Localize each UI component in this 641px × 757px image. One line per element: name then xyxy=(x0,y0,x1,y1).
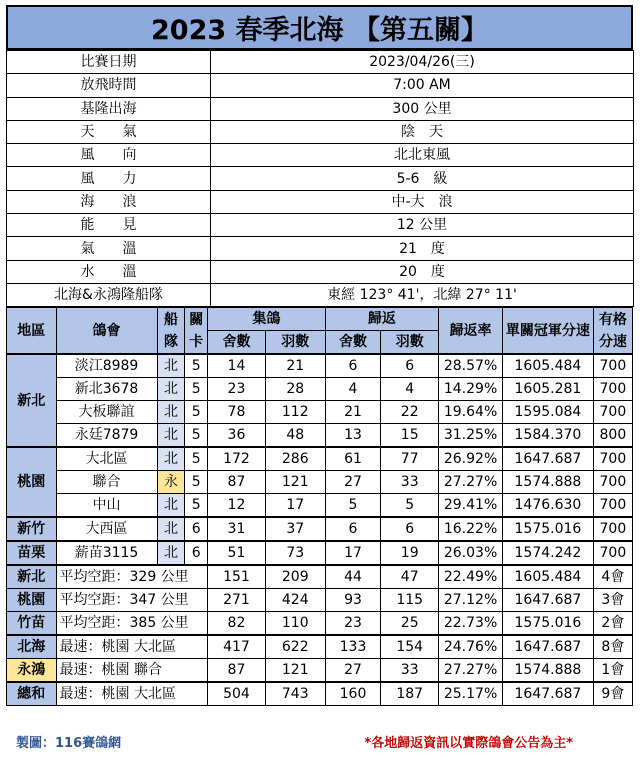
info-value: 21 度 xyxy=(211,237,634,260)
summary-champ: 1605.484 xyxy=(503,565,594,589)
champ-cell: 1575.016 xyxy=(503,517,594,541)
notice-text: *各地歸返資訊以實際鴿會公告為主* xyxy=(364,736,573,751)
gate-cell: 5 xyxy=(185,401,208,424)
qual-cell: 700 xyxy=(593,447,632,471)
rate-cell: 28.57% xyxy=(439,354,503,378)
summary-c-sheds: 151 xyxy=(208,565,266,589)
summary-row xyxy=(7,635,633,659)
region-cell: 新北 xyxy=(7,354,57,447)
rate-cell: 14.29% xyxy=(439,378,503,401)
summary-row xyxy=(7,682,633,706)
club-name: 薪苗3115 xyxy=(56,541,157,565)
summary-count: 2會 xyxy=(593,612,632,636)
summary-c-birds: 424 xyxy=(265,589,325,612)
summary-c-sheds: 82 xyxy=(208,612,266,636)
header-champ: 單關冠軍分速 xyxy=(503,308,594,355)
info-row xyxy=(7,190,634,213)
summary-region: 桃園 xyxy=(7,589,57,612)
club-row xyxy=(7,447,633,471)
gate-cell: 5 xyxy=(185,494,208,518)
c-birds-cell: 112 xyxy=(265,401,325,424)
info-label: 能 見 xyxy=(7,214,211,237)
summary-region: 永鴻 xyxy=(7,659,57,683)
qual-cell: 800 xyxy=(593,424,632,448)
summary-c-sheds: 417 xyxy=(208,635,266,659)
rate-cell: 26.03% xyxy=(439,541,503,565)
club-row xyxy=(7,424,633,448)
summary-champ: 1647.687 xyxy=(503,682,594,706)
summary-count: 1會 xyxy=(593,659,632,683)
gate-cell: 5 xyxy=(185,471,208,494)
summary-rate: 24.76% xyxy=(439,635,503,659)
c-birds-cell: 21 xyxy=(265,354,325,378)
gate-cell: 5 xyxy=(185,447,208,471)
club-row xyxy=(7,401,633,424)
rate-cell: 27.27% xyxy=(439,471,503,494)
summary-region: 總和 xyxy=(7,682,57,706)
info-value: 中-大 浪 xyxy=(211,190,634,213)
summary-r-birds: 47 xyxy=(381,565,439,589)
qual-cell: 700 xyxy=(593,517,632,541)
region-cell: 桃園 xyxy=(7,447,57,517)
summary-r-sheds: 27 xyxy=(325,659,381,683)
info-value: 300 公里 xyxy=(211,97,634,120)
gate-cell: 5 xyxy=(185,378,208,401)
qual-cell: 700 xyxy=(593,401,632,424)
summary-count: 8會 xyxy=(593,635,632,659)
info-label: 風 力 xyxy=(7,167,211,190)
info-row xyxy=(7,167,634,190)
info-row xyxy=(7,283,634,306)
r-sheds-cell: 13 xyxy=(325,424,381,448)
summary-note: 最速：桃園 大北區 xyxy=(56,635,208,659)
r-sheds-cell: 6 xyxy=(325,517,381,541)
header-qual: 有格分速 xyxy=(593,308,632,355)
rate-cell: 16.22% xyxy=(439,517,503,541)
club-name: 大北區 xyxy=(56,447,157,471)
info-label: 天 氣 xyxy=(7,120,211,143)
summary-c-sheds: 87 xyxy=(208,659,266,683)
summary-note: 平均空距：329 公里 xyxy=(56,565,208,589)
gate-cell: 5 xyxy=(185,354,208,378)
r-sheds-cell: 27 xyxy=(325,471,381,494)
summary-champ: 1575.016 xyxy=(503,612,594,636)
header-rate: 歸返率 xyxy=(439,308,503,355)
rate-cell: 31.25% xyxy=(439,424,503,448)
summary-region: 新北 xyxy=(7,565,57,589)
info-label: 風 向 xyxy=(7,144,211,167)
c-birds-cell: 121 xyxy=(265,471,325,494)
summary-r-sheds: 23 xyxy=(325,612,381,636)
summary-rate: 25.17% xyxy=(439,682,503,706)
header-boat: 船隊 xyxy=(157,308,185,355)
results-table xyxy=(6,307,633,706)
summary-row xyxy=(7,612,633,636)
info-value: 北北東風 xyxy=(211,144,634,167)
r-sheds-cell: 21 xyxy=(325,401,381,424)
info-label: 基隆出海 xyxy=(7,97,211,120)
r-birds-cell: 33 xyxy=(381,471,439,494)
champ-cell: 1476.630 xyxy=(503,494,594,518)
footer xyxy=(6,732,633,754)
boat-cell: 北 xyxy=(157,517,185,541)
info-value: 12 公里 xyxy=(211,214,634,237)
r-birds-cell: 15 xyxy=(381,424,439,448)
rate-cell: 29.41% xyxy=(439,494,503,518)
summary-r-birds: 187 xyxy=(381,682,439,706)
qual-cell: 700 xyxy=(593,494,632,518)
r-birds-cell: 22 xyxy=(381,401,439,424)
info-row xyxy=(7,237,634,260)
summary-rate: 22.73% xyxy=(439,612,503,636)
c-birds-cell: 37 xyxy=(265,517,325,541)
summary-r-birds: 115 xyxy=(381,589,439,612)
summary-champ: 1574.888 xyxy=(503,659,594,683)
info-label: 比賽日期 xyxy=(7,51,211,74)
club-row xyxy=(7,378,633,401)
header-returned: 歸返 xyxy=(325,308,438,331)
c-sheds-cell: 14 xyxy=(208,354,266,378)
summary-r-birds: 154 xyxy=(381,635,439,659)
r-sheds-cell: 61 xyxy=(325,447,381,471)
club-row xyxy=(7,354,633,378)
club-name: 大板聯誼 xyxy=(56,401,157,424)
summary-c-birds: 622 xyxy=(265,635,325,659)
summary-note: 平均空距：347 公里 xyxy=(56,589,208,612)
page-title: 2023 春季北海 【第五關】 xyxy=(6,5,633,50)
champ-cell: 1574.242 xyxy=(503,541,594,565)
summary-r-birds: 33 xyxy=(381,659,439,683)
summary-c-sheds: 504 xyxy=(208,682,266,706)
region-cell: 苗栗 xyxy=(7,541,57,565)
header-returned-birds: 羽數 xyxy=(381,331,439,355)
summary-count: 3會 xyxy=(593,589,632,612)
champ-cell: 1595.084 xyxy=(503,401,594,424)
r-sheds-cell: 4 xyxy=(325,378,381,401)
summary-region: 北海 xyxy=(7,635,57,659)
race-info-table xyxy=(6,50,634,307)
boat-cell: 北 xyxy=(157,401,185,424)
c-sheds-cell: 51 xyxy=(208,541,266,565)
club-name: 永廷7879 xyxy=(56,424,157,448)
info-row xyxy=(7,120,634,143)
info-row xyxy=(7,144,634,167)
club-name: 大西區 xyxy=(56,517,157,541)
champ-cell: 1647.687 xyxy=(503,447,594,471)
header-region: 地區 xyxy=(7,308,57,355)
summary-count: 9會 xyxy=(593,682,632,706)
gate-cell: 6 xyxy=(185,517,208,541)
header-club: 鴿會 xyxy=(56,308,157,355)
info-row xyxy=(7,51,634,74)
summary-rate: 27.12% xyxy=(439,589,503,612)
info-value: 東經 123° 41'，北緯 27° 11' xyxy=(211,283,634,306)
summary-count: 4會 xyxy=(593,565,632,589)
c-birds-cell: 286 xyxy=(265,447,325,471)
r-sheds-cell: 17 xyxy=(325,541,381,565)
boat-cell: 北 xyxy=(157,447,185,471)
summary-champ: 1647.687 xyxy=(503,635,594,659)
summary-r-sheds: 44 xyxy=(325,565,381,589)
club-name: 新北3678 xyxy=(56,378,157,401)
champ-cell: 1574.888 xyxy=(503,471,594,494)
champ-cell: 1605.484 xyxy=(503,354,594,378)
info-row xyxy=(7,74,634,97)
header-collect-birds: 羽數 xyxy=(265,331,325,355)
c-sheds-cell: 36 xyxy=(208,424,266,448)
boat-cell: 北 xyxy=(157,541,185,565)
rate-cell: 19.64% xyxy=(439,401,503,424)
qual-cell: 700 xyxy=(593,471,632,494)
r-birds-cell: 19 xyxy=(381,541,439,565)
club-name: 聯合 xyxy=(56,471,157,494)
summary-rate: 22.49% xyxy=(439,565,503,589)
club-row xyxy=(7,471,633,494)
qual-cell: 700 xyxy=(593,378,632,401)
boat-cell: 北 xyxy=(157,424,185,448)
summary-rate: 27.27% xyxy=(439,659,503,683)
info-row xyxy=(7,260,634,283)
c-birds-cell: 28 xyxy=(265,378,325,401)
summary-r-sheds: 93 xyxy=(325,589,381,612)
qual-cell: 700 xyxy=(593,354,632,378)
summary-c-birds: 121 xyxy=(265,659,325,683)
r-birds-cell: 4 xyxy=(381,378,439,401)
info-row xyxy=(7,214,634,237)
info-label: 氣 溫 xyxy=(7,237,211,260)
header-row-1 xyxy=(7,308,633,331)
summary-c-birds: 743 xyxy=(265,682,325,706)
boat-cell: 永 xyxy=(157,471,185,494)
info-value: 2023/04/26(三) xyxy=(211,51,634,74)
summary-r-sheds: 133 xyxy=(325,635,381,659)
r-sheds-cell: 6 xyxy=(325,354,381,378)
c-sheds-cell: 31 xyxy=(208,517,266,541)
results-sheet xyxy=(6,5,633,706)
header-returned-sheds: 舍數 xyxy=(325,331,381,355)
club-name: 中山 xyxy=(56,494,157,518)
boat-cell: 北 xyxy=(157,378,185,401)
gate-cell: 6 xyxy=(185,541,208,565)
champ-cell: 1605.281 xyxy=(503,378,594,401)
info-label: 北海&永鴻隆船隊 xyxy=(7,283,211,306)
info-value: 陰 天 xyxy=(211,120,634,143)
boat-cell: 北 xyxy=(157,354,185,378)
summary-note: 最速：桃園 聯合 xyxy=(56,659,208,683)
info-value: 5-6 級 xyxy=(211,167,634,190)
credit-text: 製圖：116賽鴿網 xyxy=(16,736,122,751)
rate-cell: 26.92% xyxy=(439,447,503,471)
summary-row xyxy=(7,589,633,612)
c-sheds-cell: 78 xyxy=(208,401,266,424)
header-collect: 集鴿 xyxy=(208,308,326,331)
gate-cell: 5 xyxy=(185,424,208,448)
club-row xyxy=(7,494,633,518)
region-cell: 新竹 xyxy=(7,517,57,541)
summary-note: 平均空距：385 公里 xyxy=(56,612,208,636)
c-birds-cell: 73 xyxy=(265,541,325,565)
c-birds-cell: 48 xyxy=(265,424,325,448)
info-label: 放飛時間 xyxy=(7,74,211,97)
summary-r-birds: 25 xyxy=(381,612,439,636)
summary-champ: 1647.687 xyxy=(503,589,594,612)
summary-row xyxy=(7,659,633,683)
header-collect-sheds: 舍數 xyxy=(208,331,266,355)
summary-region: 竹苗 xyxy=(7,612,57,636)
info-label: 海 浪 xyxy=(7,190,211,213)
club-row xyxy=(7,541,633,565)
info-value: 20 度 xyxy=(211,260,634,283)
info-value: 7:00 AM xyxy=(211,74,634,97)
boat-cell: 北 xyxy=(157,494,185,518)
summary-c-birds: 110 xyxy=(265,612,325,636)
c-birds-cell: 17 xyxy=(265,494,325,518)
summary-c-birds: 209 xyxy=(265,565,325,589)
qual-cell: 700 xyxy=(593,541,632,565)
r-birds-cell: 5 xyxy=(381,494,439,518)
club-name: 淡江8989 xyxy=(56,354,157,378)
r-sheds-cell: 5 xyxy=(325,494,381,518)
c-sheds-cell: 172 xyxy=(208,447,266,471)
summary-note: 最速：桃園 大北區 xyxy=(56,682,208,706)
club-row xyxy=(7,517,633,541)
c-sheds-cell: 12 xyxy=(208,494,266,518)
header-gate: 關卡 xyxy=(185,308,208,355)
r-birds-cell: 6 xyxy=(381,517,439,541)
r-birds-cell: 77 xyxy=(381,447,439,471)
summary-c-sheds: 271 xyxy=(208,589,266,612)
c-sheds-cell: 23 xyxy=(208,378,266,401)
info-label: 水 溫 xyxy=(7,260,211,283)
summary-row xyxy=(7,565,633,589)
champ-cell: 1584.370 xyxy=(503,424,594,448)
r-birds-cell: 6 xyxy=(381,354,439,378)
c-sheds-cell: 87 xyxy=(208,471,266,494)
info-row xyxy=(7,97,634,120)
summary-r-sheds: 160 xyxy=(325,682,381,706)
